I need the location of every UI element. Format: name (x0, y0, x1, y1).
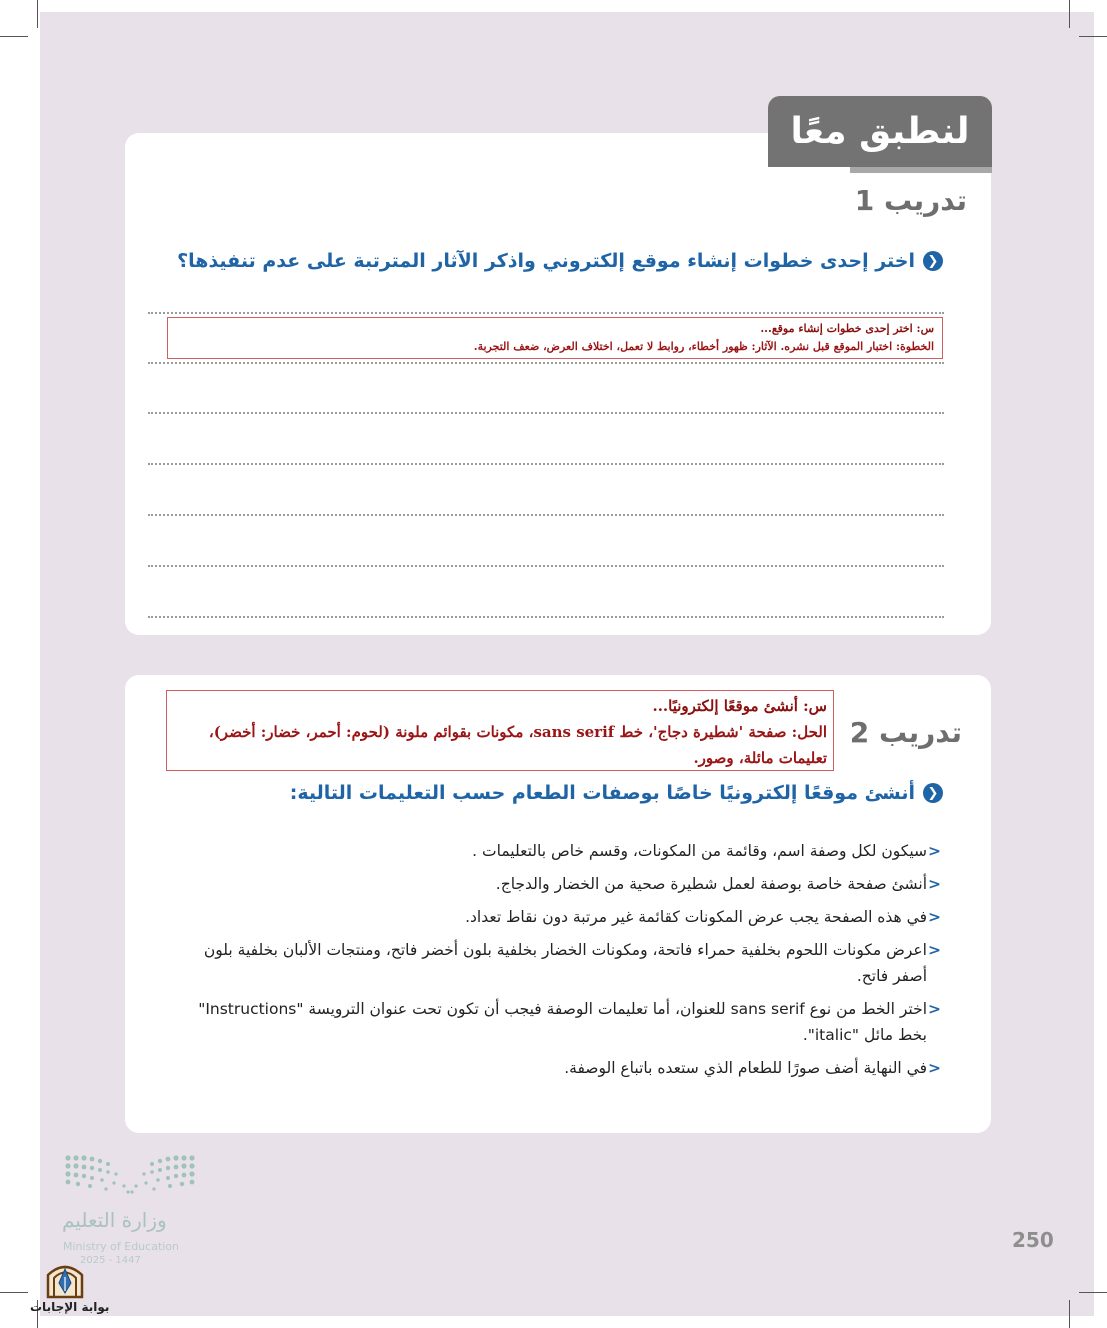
exercise-1-question-text: اختر إحدى خطوات إنشاء موقع إلكتروني واذكر الآثار المترتبة على عدم تنفيذها؟ (177, 250, 915, 272)
exercise-2-answer-question: س: أنشئ موقعًا إلكترونيًا... (652, 697, 827, 715)
section-banner: لنطبق معًا (768, 96, 992, 167)
crop-mark (1069, 0, 1070, 28)
list-item: < اختر الخط من نوع sans serif للعنوان، أما تعليمات الوصفة فيجب أن تكون تحت عنوان الترويسة "Instructions" بخط مائل "italic". (195, 996, 941, 1048)
crop-mark (1069, 1300, 1070, 1328)
list-item: < سيكون لكل وصفة اسم، وقائمة من المكونات، وقسم خاص بالتعليمات . (195, 838, 941, 864)
exercise-2-title: تدريب 2 (849, 716, 962, 749)
exercise-1-question (177, 250, 943, 272)
list-item: < في هذه الصفحة يجب عرض المكونات كقائمة غير مرتبة دون نقاط تعداد. (195, 904, 941, 930)
exercise-2-answer-box (166, 690, 834, 771)
answer-line (148, 362, 944, 364)
page-number: 250 (1012, 1228, 1054, 1252)
portal-label: بوابة الإجابات (30, 1300, 110, 1314)
exercise-2-answer-text: الحل: صفحة 'شطيرة دجاج'، خط sans serif، مكونات بقوائم ملونة (لحوم: أحمر، خضار: أخضر)، تعليمات مائلة، وصور. (208, 723, 827, 767)
chevron-left-icon: < (928, 941, 941, 959)
exercise-1-answer-box (167, 317, 943, 359)
instructions-list (195, 838, 941, 1088)
answer-line (148, 412, 944, 414)
ministry-name-arabic: وزارة التعليم (62, 1208, 167, 1232)
banner-strip (850, 167, 992, 173)
chevron-left-icon: < (928, 842, 941, 860)
crop-mark (37, 0, 38, 28)
crop-mark (1079, 1292, 1107, 1293)
answer-line (148, 565, 944, 567)
exercise-2-question (290, 782, 943, 804)
answer-line (148, 312, 944, 314)
list-item: < اعرض مكونات اللحوم بخلفية حمراء فاتحة، ومكونات الخضار بخلفية بلون أخضر فاتح، ومنتجات الألبان بخلفية بلون أصفر فاتح. (195, 937, 941, 989)
exercise-2-question-text: أنشئ موقعًا إلكترونيًا خاصًا بوصفات الطعام حسب التعليمات التالية: (289, 782, 915, 804)
chevron-left-icon: < (928, 1059, 941, 1077)
chevron-left-icon: < (928, 908, 941, 926)
answer-line (148, 463, 944, 465)
list-item: < أنشئ صفحة خاصة بوصفة لعمل شطيرة صحية من الخضار والدجاج. (195, 871, 941, 897)
crop-mark (1079, 36, 1107, 37)
portal-logo-icon (44, 1257, 86, 1299)
ministry-year: 2025 - 1447 (80, 1255, 141, 1266)
chevron-circle-icon: ❮ (923, 251, 943, 271)
chevron-circle-icon: ❮ (923, 783, 943, 803)
list-item: < في النهاية أضف صورًا للطعام الذي ستعده باتباع الوصفة. (195, 1055, 941, 1081)
crop-mark (0, 1292, 28, 1293)
exercise-1-answer-text: الخطوة: اختبار الموقع قبل نشره. الآثار: ظهور أخطاء، روابط لا تعمل، اختلاف العرض، ضعف التجربة. (473, 340, 934, 353)
ministry-name-english: Ministry of Education (63, 1240, 180, 1253)
exercise-1-title: تدريب 1 (854, 184, 967, 217)
chevron-left-icon: < (928, 875, 941, 893)
chevron-left-icon: < (928, 1000, 941, 1018)
exercise-1-answer-question: س: اختر إحدى خطوات إنشاء موقع... (760, 322, 934, 335)
crop-mark (0, 36, 28, 37)
answer-line (148, 514, 944, 516)
answer-line (148, 616, 944, 618)
ministry-logo-icon (62, 1152, 198, 1198)
